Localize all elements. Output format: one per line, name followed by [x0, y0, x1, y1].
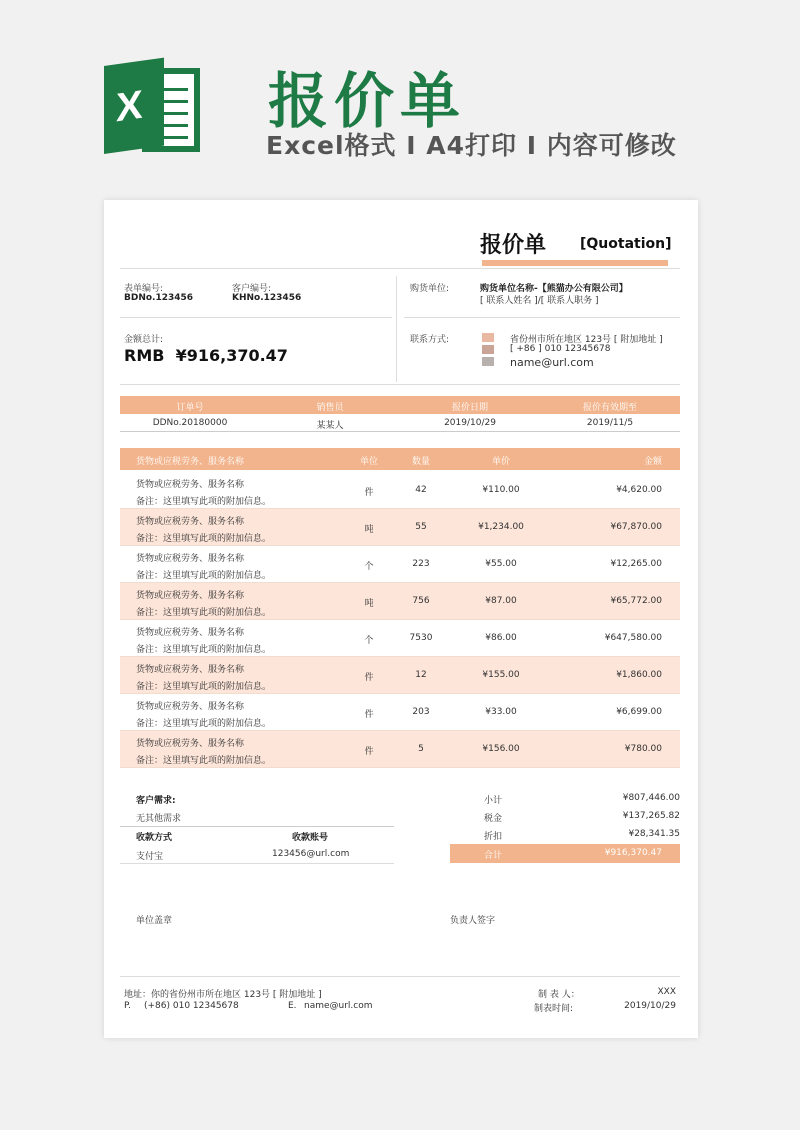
contact-phone: [ +86 ] 010 12345678: [510, 344, 611, 354]
form-no-label: 表单编号:: [124, 284, 164, 294]
items-col-header: 单位: [359, 457, 378, 467]
phone-icon: [482, 345, 494, 354]
item-amount: ¥4,620.00: [616, 485, 662, 495]
item-name: 货物或应税劳务、服务名称: [136, 665, 245, 675]
divider: [120, 317, 392, 318]
item-name: 货物或应税劳务、服务名称: [136, 591, 245, 601]
item-note: 备注：这里填写此项的附加信息。: [136, 719, 272, 729]
total-label: 合计: [483, 851, 502, 861]
item-price: ¥86.00: [485, 633, 517, 643]
item-price: ¥87.00: [485, 596, 517, 606]
table-row: [120, 620, 680, 657]
item-price: ¥33.00: [485, 707, 517, 717]
footer-phone-prefix: P.: [124, 1001, 131, 1011]
customer-no-value: KHNo.123456: [232, 293, 302, 303]
item-amount: ¥780.00: [624, 744, 662, 754]
item-note: 备注：这里填写此项的附加信息。: [136, 571, 272, 581]
requirements-label: 客户需求:: [136, 796, 176, 806]
item-note: 备注：这里填写此项的附加信息。: [136, 497, 272, 507]
banner-subtitle: Excel格式 I A4打印 I 内容可修改: [266, 131, 677, 160]
table-row: [120, 509, 680, 546]
maker-value: XXX: [657, 987, 676, 997]
item-price: ¥110.00: [482, 485, 520, 495]
item-amount: ¥6,699.00: [616, 707, 662, 717]
discount-label: 折扣: [483, 832, 502, 842]
item-unit: 件: [364, 747, 374, 757]
divider: [404, 317, 680, 318]
item-name: 货物或应税劳务、服务名称: [136, 480, 245, 490]
vertical-divider: [396, 276, 397, 382]
divider: [120, 268, 680, 269]
footer-email-prefix: E.: [288, 1001, 297, 1011]
item-note: 备注：这里填写此项的附加信息。: [136, 645, 272, 655]
discount-value: ¥28,341.35: [628, 829, 680, 839]
doc-title: 报价单: [480, 233, 547, 258]
customer-no-label: 客户编号:: [232, 284, 272, 294]
order-cell: DDNo.20180000: [152, 418, 228, 428]
items-col-header: 数量: [411, 457, 430, 467]
item-note: 备注：这里填写此项的附加信息。: [136, 534, 272, 544]
table-row: [120, 472, 680, 509]
item-unit: 个: [364, 636, 374, 646]
item-qty: 5: [418, 744, 424, 754]
item-qty: 42: [415, 485, 427, 495]
item-amount: ¥65,772.00: [610, 596, 662, 606]
item-unit: 件: [364, 488, 374, 498]
item-amount: ¥1,860.00: [616, 670, 662, 680]
banner-title: 报价单: [268, 67, 466, 137]
item-qty: 223: [412, 559, 430, 569]
item-qty: 7530: [409, 633, 433, 643]
table-row: [120, 546, 680, 583]
excel-logo-icon: [104, 56, 204, 156]
contact-label: 联系方式:: [410, 335, 450, 345]
divider: [120, 863, 394, 864]
doc-title-en: [Quotation]: [580, 236, 672, 252]
order-col-header: 销售员: [316, 403, 344, 413]
item-unit: 件: [364, 710, 374, 720]
item-amount: ¥67,870.00: [610, 522, 662, 532]
date-value: 2019/10/29: [624, 1001, 676, 1011]
excel-logo-badge: [104, 58, 164, 154]
order-header-row: [120, 396, 680, 414]
footer-address: 地址：你的省份州市所在地区 123号 [ 附加地址 ]: [124, 990, 322, 1000]
item-name: 货物或应税劳务、服务名称: [136, 517, 245, 527]
item-price: ¥1,234.00: [478, 522, 524, 532]
company-seal-label: 单位盖章: [136, 916, 173, 926]
table-row: [120, 583, 680, 620]
item-unit: 件: [364, 673, 374, 683]
item-note: 备注：这里填写此项的附加信息。: [136, 682, 272, 692]
amount-total-label: 金额总计:: [124, 335, 164, 345]
footer-phone: (+86) 010 12345678: [144, 1001, 239, 1011]
item-price: ¥155.00: [482, 670, 520, 680]
item-unit: 个: [364, 562, 374, 572]
person-sign-label: 负责人签字: [450, 916, 496, 926]
items-header-row: [120, 448, 680, 470]
amount-currency: RMB: [124, 346, 165, 365]
order-col-header: 订单号: [176, 403, 204, 413]
order-cell: 某某人: [316, 421, 344, 431]
item-note: 备注：这里填写此项的附加信息。: [136, 608, 272, 618]
item-qty: 12: [415, 670, 427, 680]
items-col-header: 单价: [491, 457, 510, 467]
item-name: 货物或应税劳务、服务名称: [136, 702, 245, 712]
pay-method: 支付宝: [136, 852, 164, 862]
order-value-row: [120, 414, 680, 432]
buyer-contact: [ 联系人姓名 ]/[ 联系人职务 ]: [480, 296, 599, 306]
divider: [120, 976, 680, 977]
table-row: [120, 731, 680, 768]
quotation-sheet: [104, 200, 698, 1038]
item-price: ¥55.00: [485, 559, 517, 569]
order-col-header: 报价日期: [451, 403, 488, 413]
tax-label: 税金: [483, 814, 502, 824]
item-qty: 55: [415, 522, 427, 532]
total-value: ¥916,370.47: [604, 848, 662, 858]
divider: [120, 826, 394, 827]
date-label: 制表时间:: [534, 1004, 574, 1014]
contact-email: name@url.com: [510, 356, 594, 369]
pay-account: 123456@url.com: [272, 849, 350, 859]
order-cell: 2019/11/5: [586, 418, 634, 428]
form-no-value: BDNo.123456: [124, 293, 194, 303]
table-row: [120, 657, 680, 694]
item-amount: ¥647,580.00: [604, 633, 662, 643]
divider: [120, 384, 680, 385]
item-unit: 吨: [364, 525, 374, 535]
email-icon: [482, 357, 494, 366]
item-price: ¥156.00: [482, 744, 520, 754]
items-col-header: 金额: [643, 457, 662, 467]
amount-value: ¥916,370.47: [175, 346, 288, 365]
order-col-header: 报价有效期至: [582, 403, 637, 413]
item-qty: 203: [412, 707, 430, 717]
footer-email: name@url.com: [304, 1001, 373, 1011]
location-icon: [482, 333, 494, 342]
excel-logo-letter: X: [116, 82, 143, 131]
item-unit: 吨: [364, 599, 374, 609]
title-underline: [482, 260, 668, 266]
requirements-text: 无其他需求: [136, 814, 182, 824]
pay-account-label: 收款账号: [292, 833, 329, 843]
pay-method-label: 收款方式: [136, 833, 173, 843]
item-name: 货物或应税劳务、服务名称: [136, 739, 245, 749]
item-qty: 756: [412, 596, 430, 606]
item-name: 货物或应税劳务、服务名称: [136, 554, 245, 564]
item-amount: ¥12,265.00: [610, 559, 662, 569]
subtotal-value: ¥807,446.00: [622, 793, 680, 803]
order-cell: 2019/10/29: [444, 418, 496, 428]
item-name: 货物或应税劳务、服务名称: [136, 628, 245, 638]
amount-total: [124, 346, 288, 365]
buyer-label: 购货单位:: [410, 284, 450, 294]
total-row: [450, 844, 680, 863]
subtotal-label: 小计: [483, 796, 502, 806]
item-note: 备注：这里填写此项的附加信息。: [136, 756, 272, 766]
items-col-header: 货物或应税劳务、服务名称: [136, 457, 245, 467]
tax-value: ¥137,265.82: [622, 811, 680, 821]
buyer-name: 购货单位名称-【熊猫办公有限公司】: [480, 284, 628, 294]
maker-label: 制 表 人：: [538, 990, 580, 1000]
table-row: [120, 694, 680, 731]
contact-address: 省份州市所在地区 123号 [ 附加地址 ]: [510, 335, 663, 345]
